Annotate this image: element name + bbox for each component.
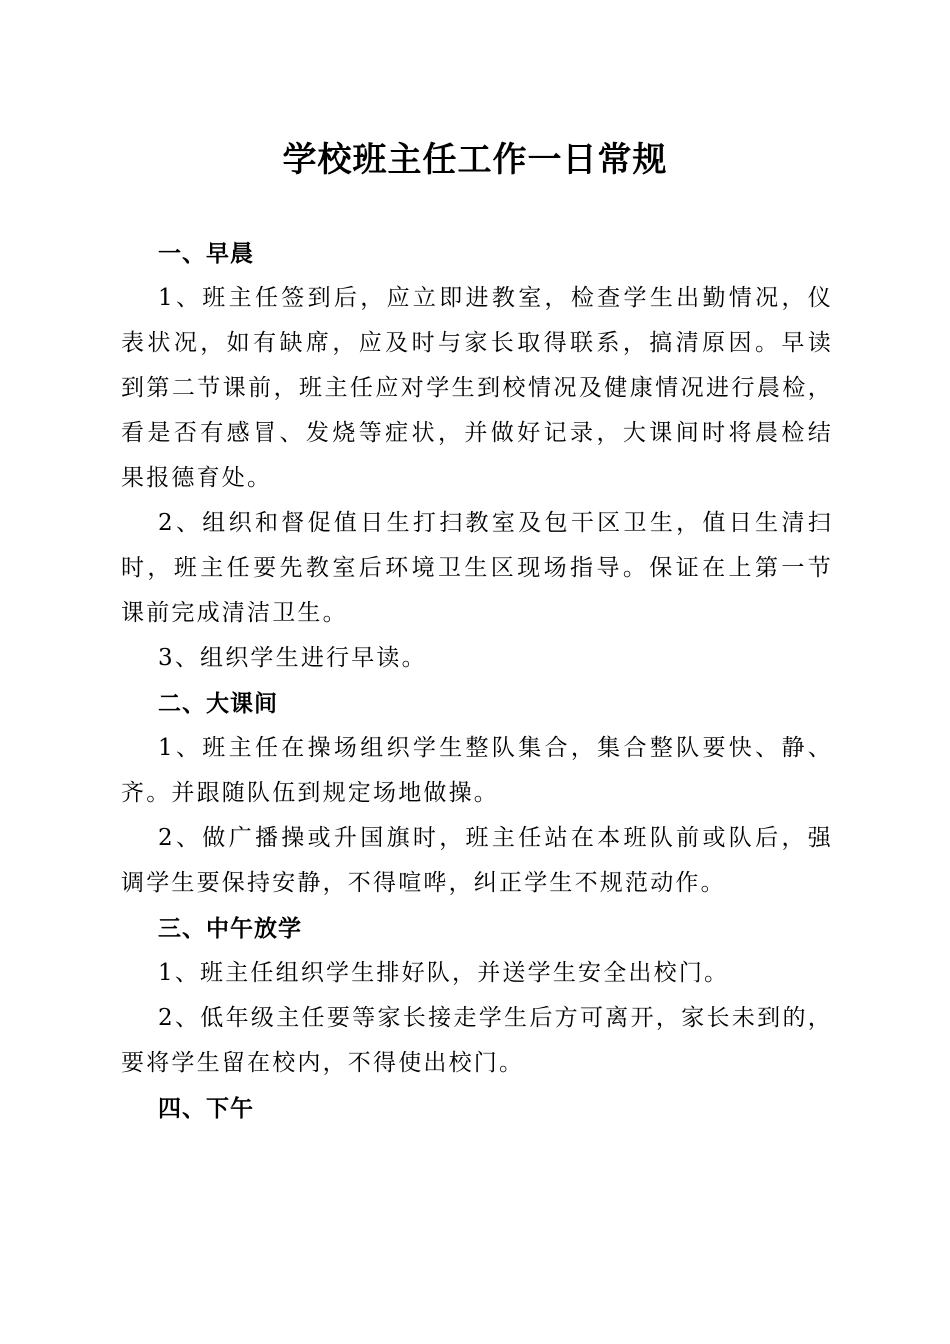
paragraph-line: 2、组织和督促值日生打扫教室及包干区卫生，值日生清扫 xyxy=(158,510,833,536)
paragraph-line: 表状况，如有缺席，应及时与家长取得联系，搞清原因。早读 xyxy=(121,330,833,356)
document-title: 学校班主任工作一日常规 xyxy=(282,140,668,180)
paragraph-line: 调学生要保持安静，不得喧哗，纠正学生不规范动作。 xyxy=(121,870,726,896)
paragraph-line: 2、低年级主任要等家长接走学生后方可离开，家长未到的， xyxy=(158,1005,833,1031)
paragraph-line: 1、班主任在操场组织学生整队集合，集合整队要快、静、 xyxy=(158,735,833,761)
section-heading: 二、大课间 xyxy=(158,690,278,717)
paragraph-line: 1、班主任组织学生排好队，并送学生安全出校门。 xyxy=(158,960,730,986)
paragraph-line: 要将学生留在校内，不得使出校门。 xyxy=(121,1050,525,1076)
section-heading: 三、中午放学 xyxy=(158,915,302,942)
paragraph-line: 1、班主任签到后，应立即进教室，检查学生出勤情况，仪 xyxy=(158,285,833,311)
section-heading: 四、下午 xyxy=(158,1095,254,1122)
section-heading: 一、早晨 xyxy=(158,240,254,267)
paragraph-line: 到第二节课前，班主任应对学生到校情况及健康情况进行晨检， xyxy=(121,375,833,401)
paragraph-line: 课前完成清洁卫生。 xyxy=(121,600,348,626)
paragraph-line: 2、做广播操或升国旗时，班主任站在本班队前或队后，强 xyxy=(158,825,833,851)
document-body xyxy=(121,231,833,1131)
paragraph-line: 果报德育处。 xyxy=(121,465,273,491)
paragraph-line: 3、组织学生进行早读。 xyxy=(158,645,427,671)
paragraph-line: 齐。并跟随队伍到规定场地做操。 xyxy=(121,780,499,806)
paragraph-line: 看是否有感冒、发烧等症状，并做好记录，大课间时将晨检结 xyxy=(121,420,833,446)
paragraph-line: 时，班主任要先教室后环境卫生区现场指导。保证在上第一节 xyxy=(121,555,833,581)
